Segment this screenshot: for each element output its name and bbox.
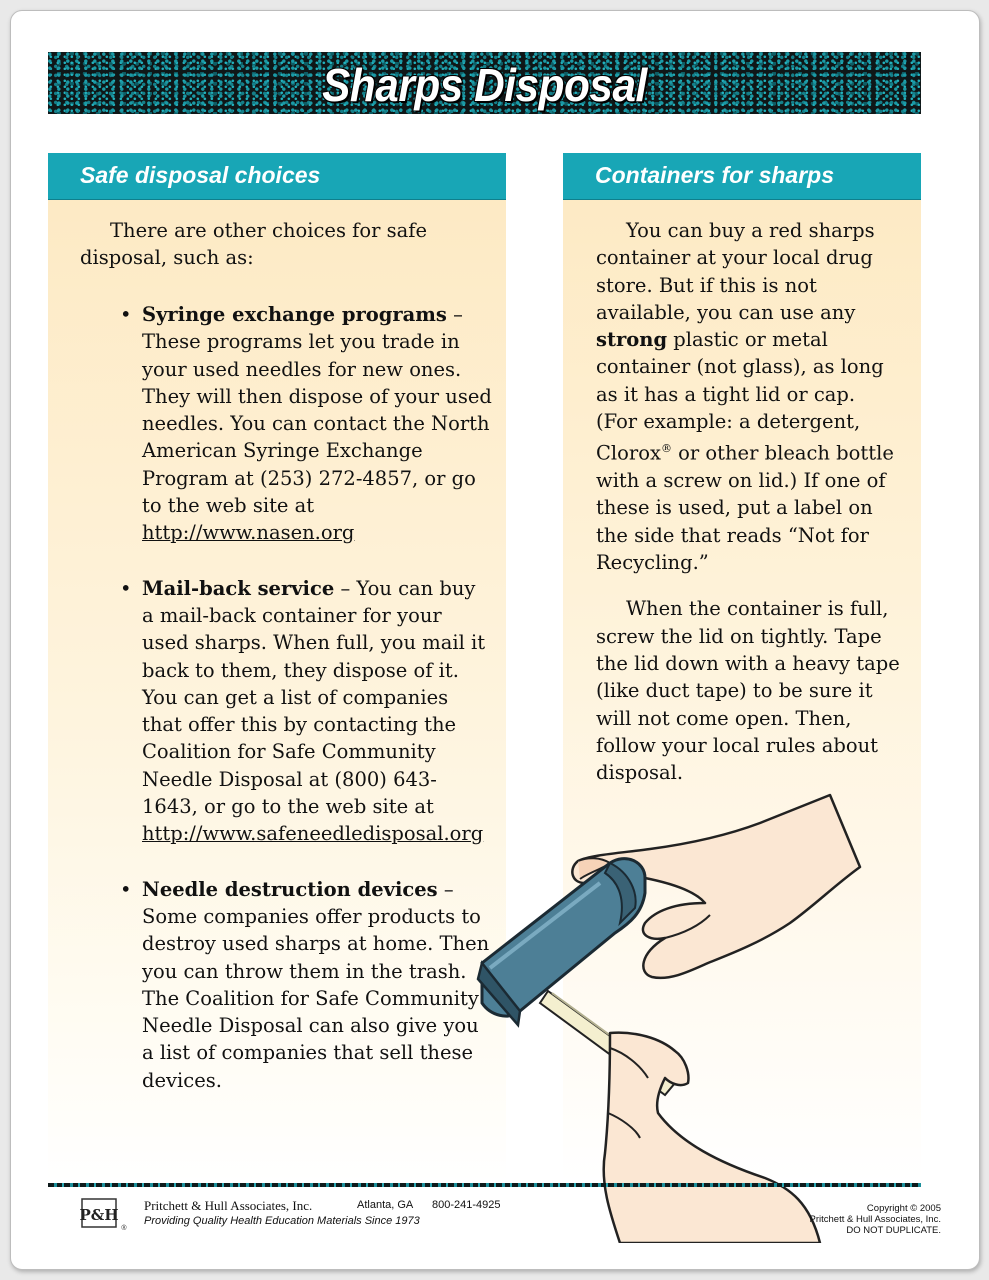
registered-mark: ® xyxy=(660,442,672,456)
item-term: Needle destruction devices xyxy=(142,877,438,901)
containers-paragraph-2: When the container is full, screw the lid on tightly. Tape the lid down with a heavy tape (like duct tape) to be sure it will not come open. Then, follow your local rules about disposal. xyxy=(596,597,900,785)
left-column-heading: Safe disposal choices xyxy=(48,153,506,200)
intro-text: There are other choices for safe disposal, such as: xyxy=(80,219,428,270)
copyright-company: Pritchett & Hull Associates, Inc. xyxy=(809,1214,941,1225)
item-text: – You can buy a mail-back container for your used sharps. When full, you mail it back to them, they dispose of it. You can get a list of companies that offer this by contacting the Coalition for Safe Community Needle Disposal at (800) 643-1643, or go to the web site at xyxy=(142,576,486,819)
right-column-heading: Containers for sharps xyxy=(563,153,921,200)
publisher-phone: 800-241-4925 xyxy=(432,1199,501,1211)
bullet-icon: • xyxy=(120,877,132,901)
item-term: Syringe exchange programs xyxy=(142,303,447,326)
safeneedle-link[interactable]: http://www.safeneedledisposal.org xyxy=(142,822,484,846)
containers-paragraph-1: You can buy a red sharps container at your local drug store. But if this is not available, you can use any strong plastic or metal container (not glass), as long as it has a tight lid or cap. (For example: a detergent, Clorox® or other bleach bottle with a screw on lid.) If one of these is used, put a label on the side that reads “Not for Recycling.” xyxy=(596,219,894,575)
copyright-block xyxy=(810,1203,941,1236)
publisher-name: Pritchett & Hull Associates, Inc. xyxy=(144,1198,313,1213)
item-term: Mail-back service xyxy=(142,576,335,600)
hand-needle-device-illustration xyxy=(460,783,930,1243)
title-banner xyxy=(48,52,921,114)
list-item xyxy=(112,876,492,1094)
page-title: Sharps Disposal xyxy=(322,59,647,111)
intro-paragraph xyxy=(80,217,480,272)
footer-divider xyxy=(48,1183,921,1187)
publisher-tagline: Providing Quality Health Education Materials Since 1973 xyxy=(144,1215,420,1227)
emphasis-strong: strong xyxy=(596,328,668,352)
logo-text: P&H xyxy=(80,1206,119,1224)
item-text: – Some companies offer products to destroy used sharps at home. Then you can throw them in the trash. The Coalition for Safe Community Needle Disposal can also give you a list of companies that sell these devices. xyxy=(142,877,490,1092)
bullet-icon: • xyxy=(120,576,132,600)
containers-text xyxy=(596,217,901,805)
item-text: – These programs let you trade in your used needles for new ones. They will then dispose of your used needles. You can contact the North American Syringe Exchange Program at (253) 272-4857, or go to the web site at xyxy=(142,303,492,518)
copyright-notice: DO NOT DUPLICATE. xyxy=(846,1225,941,1236)
copyright-year: Copyright © 2005 xyxy=(866,1203,941,1214)
nasen-link[interactable]: http://www.nasen.org xyxy=(142,521,355,545)
list-item xyxy=(112,575,492,848)
publisher-city: Atlanta, GA xyxy=(357,1199,414,1211)
list-item xyxy=(112,301,492,547)
logo-registered: ® xyxy=(121,1225,127,1232)
bullet-icon: • xyxy=(120,303,132,326)
disposal-choices-list xyxy=(112,301,492,1122)
publisher-logo xyxy=(80,1195,128,1233)
